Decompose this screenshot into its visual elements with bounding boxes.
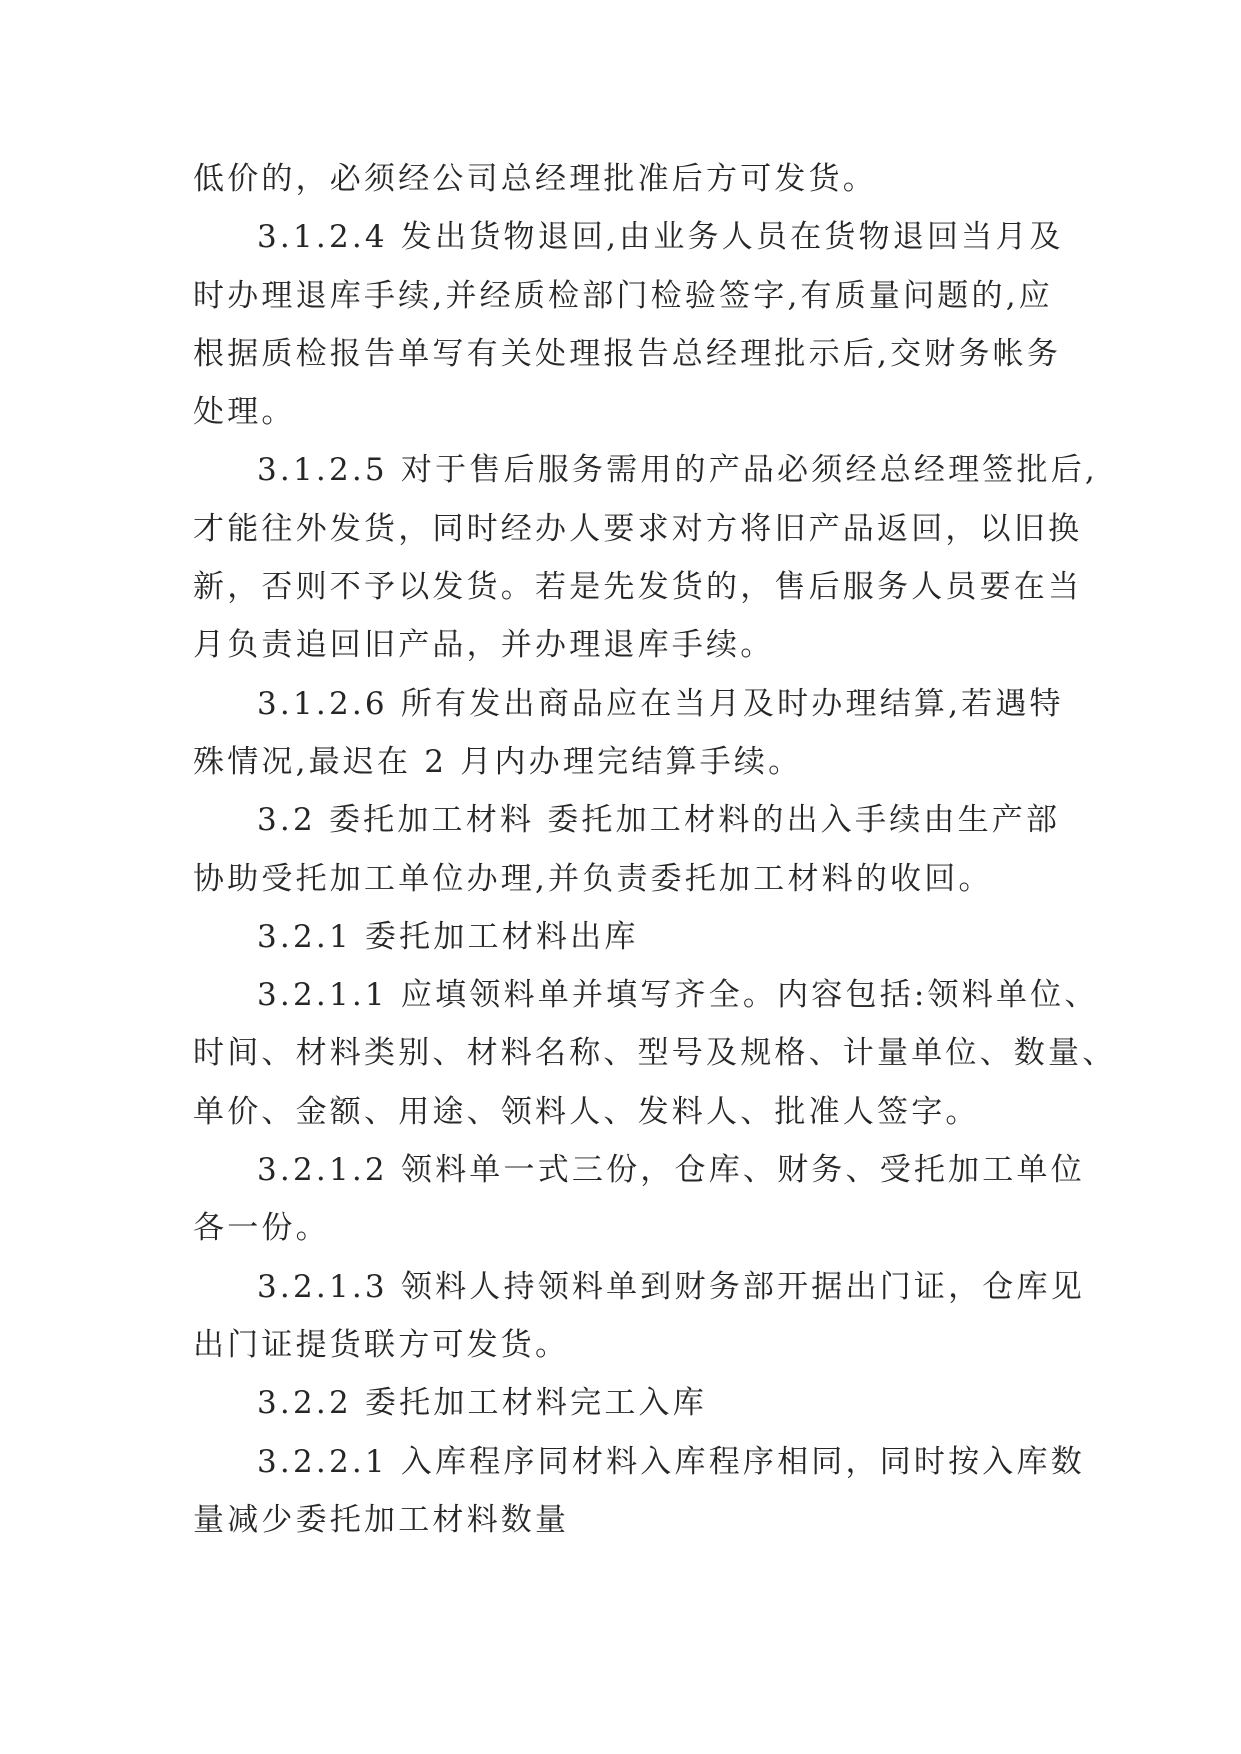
text-line: 才能往外发货，同时经办人要求对方将旧产品返回，以旧换 xyxy=(193,510,1083,547)
document-body xyxy=(193,150,1117,1549)
text-line: 3.2.1.1 应填领料单并填写齐全。内容包括:领料单位、 xyxy=(257,977,1099,1014)
text-line: 低价的，必须经公司总经理批准后方可发货。 xyxy=(193,161,877,197)
text-line: 根据质检报告单写有关处理报告总经理批示后,交财务帐务 xyxy=(193,335,1062,372)
paragraph xyxy=(193,150,1043,208)
text-line: 3.2.1.3 领料人持领料单到财务部开据出门证，仓库见 xyxy=(257,1268,1085,1305)
text-line: 3.2 委托加工材料 委托加工材料的出入手续由生产部 xyxy=(257,802,1061,839)
paragraph xyxy=(193,966,1117,1141)
paragraph xyxy=(193,1141,1085,1258)
text-line: 3.2.2.1 入库程序同材料入库程序相同，同时按入库数 xyxy=(257,1443,1085,1480)
text-line: 处理。 xyxy=(193,394,296,431)
paragraph xyxy=(193,1433,1085,1550)
text-line: 量减少委托加工材料数量 xyxy=(193,1501,570,1538)
paragraph xyxy=(193,1374,1043,1432)
paragraph xyxy=(193,675,1064,792)
text-line: 殊情况,最迟在 2 月内办理完结算手续。 xyxy=(193,743,803,780)
text-line: 3.2.2 委托加工材料完工入库 xyxy=(257,1385,707,1422)
paragraph xyxy=(193,791,1061,908)
text-line: 3.1.2.4 发出货物退回,由业务人员在货物退回当月及 xyxy=(257,219,1064,256)
text-line: 单价、金额、用途、领料人、发料人、批准人签字。 xyxy=(193,1093,980,1130)
text-line: 时办理退库手续,并经质检部门检验签字,有质量问题的,应 xyxy=(193,277,1053,314)
paragraph xyxy=(193,208,1064,441)
text-line: 3.1.2.5 对于售后服务需用的产品必须经总经理签批后, xyxy=(257,452,1098,489)
paragraph xyxy=(193,441,1098,674)
paragraph xyxy=(193,1258,1085,1375)
text-line: 协助受托加工单位办理,并负责委托加工材料的收回。 xyxy=(193,860,993,897)
text-line: 时间、材料类别、材料名称、型号及规格、计量单位、数量、 xyxy=(193,1035,1117,1072)
text-line: 月负责追回旧产品，并办理退库手续。 xyxy=(193,627,775,664)
text-line: 出门证提货联方可发货。 xyxy=(193,1326,570,1363)
text-line: 3.1.2.6 所有发出商品应在当月及时办理结算,若遇特 xyxy=(257,685,1064,722)
text-line: 各一份。 xyxy=(193,1210,330,1247)
text-line: 3.2.1 委托加工材料出库 xyxy=(257,918,639,955)
paragraph xyxy=(193,908,1043,966)
text-line: 新，否则不予以发货。若是先发货的，售后服务人员要在当 xyxy=(193,569,1083,606)
text-line: 3.2.1.2 领料单一式三份，仓库、财务、受托加工单位 xyxy=(257,1152,1085,1189)
